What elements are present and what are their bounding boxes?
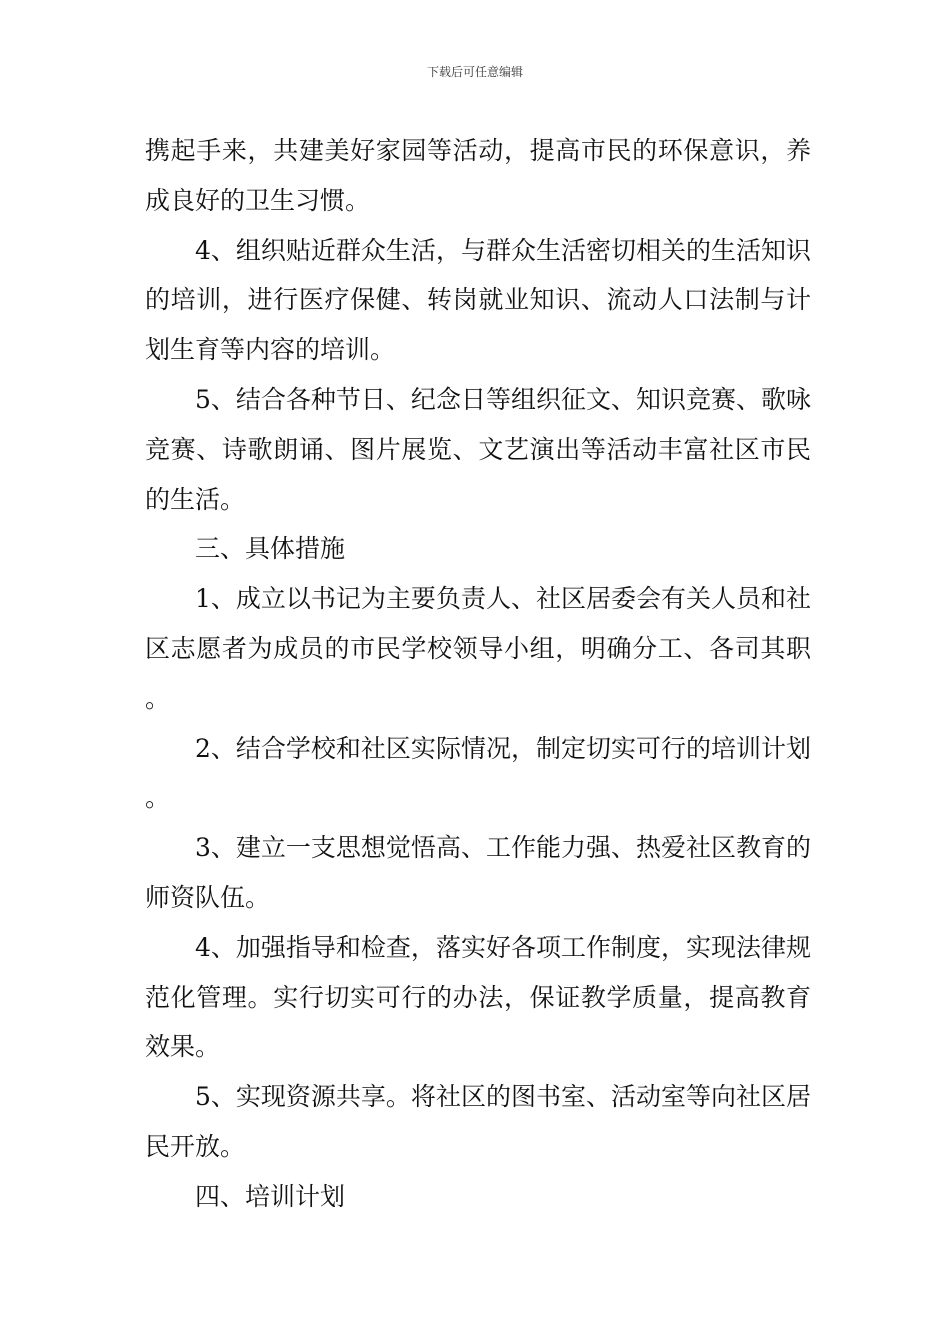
paragraph-measure-4: 4、加强指导和检查，落实好各项工作制度，实现法律规范化管理。实行切实可行的办法，保证教学质量，提高教育效果。: [145, 932, 811, 1062]
paragraph-measure-2: 2、结合学校和社区实际情况，制定切实可行的培训计划。: [145, 733, 811, 813]
section-heading-measures: 三、具体措施: [195, 534, 346, 564]
paragraph-measure-1: 1、成立以书记为主要负责人、社区居委会有关人员和社区志愿者为成员的市民学校领导小组，明确分工、各司其职。: [145, 584, 811, 713]
paragraph-item-4-training: 4、组织贴近群众生活，与群众生活密切相关的生活知识的培训，进行医疗保健、转岗就业知识、流动人口法制与计划生育等内容的培训。: [145, 235, 811, 365]
paragraph-measure-3: 3、建立一支思想觉悟高、工作能力强、热爱社区教育的师资队伍。: [145, 833, 811, 912]
document-body: [145, 126, 811, 1222]
paragraph-continuation: 携起手来，共建美好家园等活动，提高市民的环保意识，养成良好的卫生习惯。: [145, 136, 811, 215]
section-heading-training-plan: 四、培训计划: [195, 1181, 346, 1211]
paragraph-item-5-activities: 5、结合各种节日、纪念日等组织征文、知识竞赛、歌咏竞赛、诗歌朗诵、图片展览、文艺演出等活动丰富社区市民的生活。: [145, 384, 811, 514]
paragraph-measure-5: 5、实现资源共享。将社区的图书室、活动室等向社区居民开放。: [145, 1082, 811, 1161]
page-header: 下载后可任意编辑: [426, 65, 523, 79]
